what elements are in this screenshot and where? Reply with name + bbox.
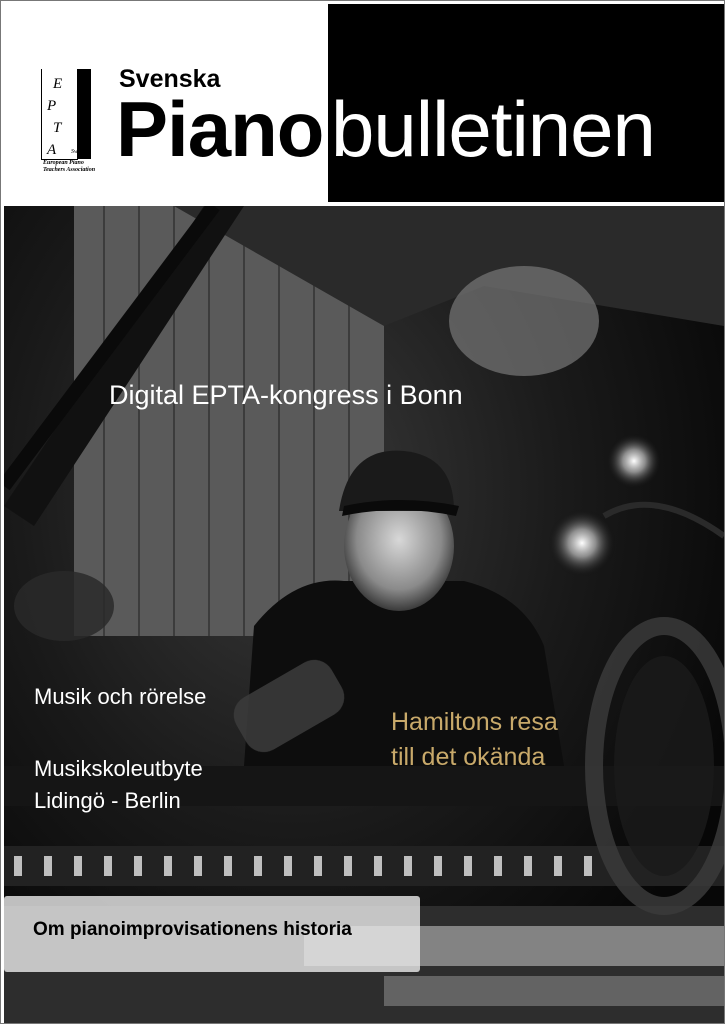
- logo-association: European Piano Teachers Association: [43, 160, 96, 173]
- logo-letters: [45, 73, 62, 161]
- logo-letter-e: E: [53, 76, 63, 92]
- logo-letter-p: P: [47, 98, 57, 114]
- logo-country: Sweden: [71, 149, 90, 155]
- headline-main: Digital EPTA-kongress i Bonn: [109, 380, 463, 410]
- feature-line-1: Hamiltons resa: [391, 708, 558, 736]
- masthead-tagline: Tidningen om pianospel och pianoundervisning - nr. 1 2021: [373, 189, 698, 201]
- feature-line-2: till det okända: [391, 743, 546, 771]
- logo-letter-a: A: [47, 142, 57, 158]
- logo-letter-t: T: [53, 120, 62, 136]
- headline-left-2b: Lidingö - Berlin: [34, 788, 181, 813]
- headline-left-2a: Musikskoleutbyte: [34, 756, 203, 781]
- epta-logo: [41, 69, 97, 177]
- masthead-title-piano: Piano: [116, 85, 324, 173]
- masthead-kicker: Svenska: [119, 65, 221, 93]
- logo-bar: [77, 69, 91, 159]
- headline-left-1: Musik och rörelse: [34, 684, 207, 709]
- bottom-banner-text: Om pianoimprovisationens historia: [33, 919, 352, 940]
- masthead-title-bulletinen: bulletinen: [331, 85, 655, 173]
